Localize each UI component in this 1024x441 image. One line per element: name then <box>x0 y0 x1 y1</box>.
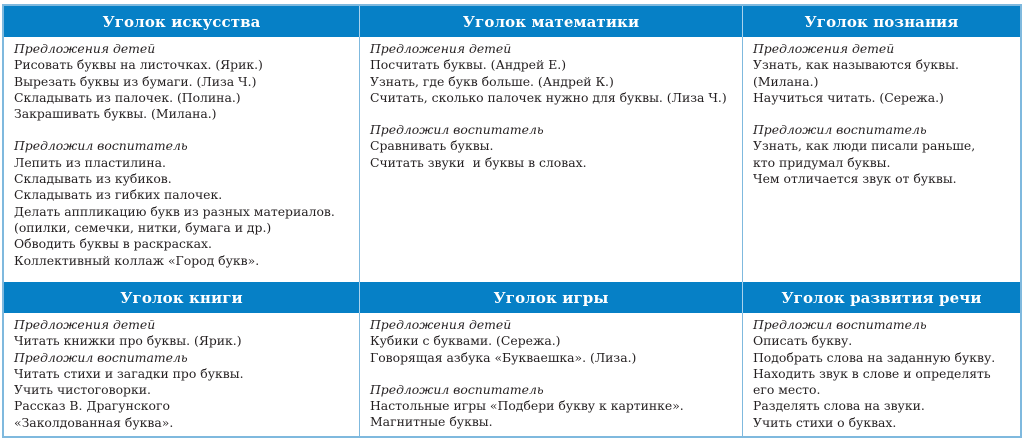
list-item: Делать аппликацию букв из разных материалов. <box>14 203 335 219</box>
spacer <box>14 122 351 138</box>
list-item: (Милана.) <box>753 73 819 89</box>
list-item: кто придумал буквы. <box>753 154 891 170</box>
list-item: Складывать из палочек. (Полина.) <box>14 89 241 105</box>
section-heading: Предложил воспитатель <box>753 122 927 138</box>
list-item: Читать книжки про буквы. (Ярик.) <box>14 333 242 349</box>
list-item: Посчитать буквы. (Андрей Е.) <box>370 57 567 73</box>
list-item: Говорящая азбука «Букваешка». (Лиза.) <box>370 349 637 365</box>
section-heading: Предложил воспитатель <box>753 317 927 332</box>
list-item: Настольные игры «Подбери букву к картинке». <box>370 398 684 414</box>
list-item: Магнитные буквы. <box>370 414 493 430</box>
list-item: Сравнивать буквы. <box>370 138 494 154</box>
section-heading: Предложил воспитатель <box>370 122 544 138</box>
section-heading: Предложения детей <box>14 317 156 332</box>
list-item: Научиться читать. (Сережа.) <box>753 89 944 105</box>
header-art-corner: Уголок искусства <box>4 6 360 37</box>
list-item: Вырезать буквы из бумаги. (Лиза Ч.) <box>14 73 257 89</box>
cell-math-corner <box>360 37 743 282</box>
header-book-corner: Уголок книги <box>4 282 360 313</box>
list-item: Считать звуки и буквы в словах. <box>370 154 587 170</box>
header-speech-corner: Уголок развития речи <box>743 282 1020 313</box>
section-heading: Предложения детей <box>370 41 512 56</box>
list-item: его место. <box>753 382 821 398</box>
list-item: Рассказ В. Драгунского <box>14 398 170 414</box>
section-heading: Предложения детей <box>14 41 156 56</box>
header-knowledge-corner: Уголок познания <box>743 6 1020 37</box>
list-item: (опилки, семечки, нитки, бумага и др.) <box>14 219 272 235</box>
section-heading: Предложил воспитатель <box>370 381 544 397</box>
list-item: Обводить буквы в раскрасках. <box>14 236 212 252</box>
list-item: Чем отличается звук от буквы. <box>753 171 957 187</box>
section-heading: Предложил воспитатель <box>14 349 188 365</box>
header-game-corner: Уголок игры <box>360 282 743 313</box>
list-item: Считать, сколько палочек нужно для буквы. (Лиза Ч.) <box>370 89 727 105</box>
list-item: «Заколдованная буква». <box>14 414 174 430</box>
cell-knowledge-corner <box>743 37 1020 282</box>
list-item: Лепить из пластилина. <box>14 154 166 170</box>
cell-speech-corner <box>743 313 1020 436</box>
list-item: Рисовать буквы на листочках. (Ярик.) <box>14 57 263 73</box>
activity-corners-table <box>2 4 1022 438</box>
list-item: Узнать, как называются буквы. <box>753 57 959 73</box>
list-item: Закрашивать буквы. (Милана.) <box>14 106 217 122</box>
list-item: Складывать из гибких палочек. <box>14 187 223 203</box>
spacer <box>370 366 734 382</box>
spacer <box>753 106 1012 122</box>
section-heading: Предложил воспитатель <box>14 138 188 154</box>
cell-art-corner <box>4 37 360 282</box>
list-item: Учить чистоговорки. <box>14 382 151 398</box>
section-heading: Предложения детей <box>753 41 895 56</box>
list-item: Учить стихи о буквах. <box>753 414 897 430</box>
list-item: Узнать, как люди писали раньше, <box>753 138 976 154</box>
list-item: Складывать из кубиков. <box>14 171 172 187</box>
list-item: Узнать, где букв больше. (Андрей К.) <box>370 73 614 89</box>
list-item: Коллективный коллаж «Город букв». <box>14 252 260 268</box>
cell-game-corner <box>360 313 743 436</box>
header-math-corner: Уголок математики <box>360 6 743 37</box>
list-item: Описать букву. <box>753 333 853 349</box>
spacer <box>370 106 734 122</box>
list-item: Читать стихи и загадки про буквы. <box>14 365 244 381</box>
cell-book-corner <box>4 313 360 436</box>
list-item: Кубики с буквами. (Сережа.) <box>370 333 561 349</box>
list-item: Находить звук в слове и определять <box>753 365 991 381</box>
list-item: Подобрать слова на заданную букву. <box>753 349 996 365</box>
section-heading: Предложения детей <box>370 317 512 332</box>
list-item: Разделять слова на звуки. <box>753 398 925 414</box>
